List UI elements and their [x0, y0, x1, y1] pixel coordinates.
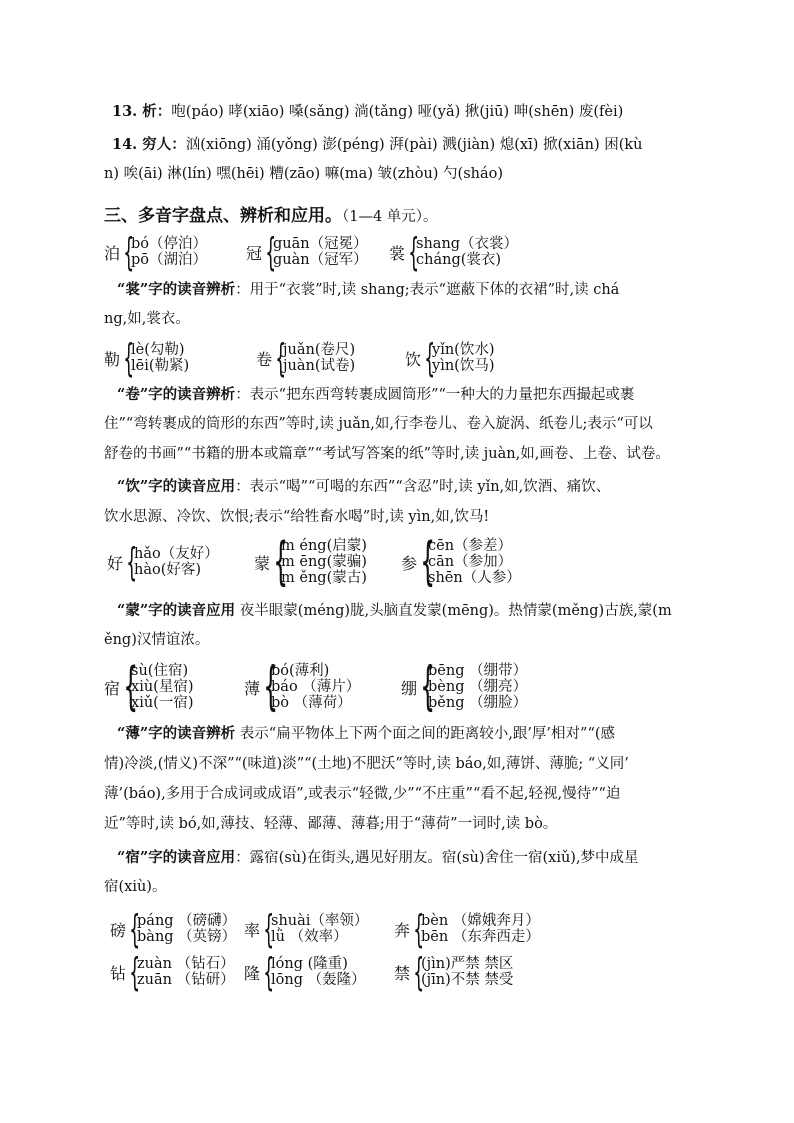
brace-icon: {: [123, 230, 135, 274]
poly-group-pang: [110, 907, 237, 951]
para-shang-cont: [104, 309, 190, 329]
reading: juàn(试卷): [283, 358, 356, 374]
poly-group-long: [244, 950, 366, 994]
item-14-cont: [104, 164, 503, 184]
para-shang-label: “裳”字的读音辨析: [117, 281, 236, 298]
brace-icon: {: [263, 950, 275, 994]
poly-group-beng: [401, 657, 528, 717]
reading: bó(薄利): [271, 663, 330, 679]
brace-icon: {: [129, 907, 141, 951]
reading: hào(好客): [134, 562, 202, 578]
reading: bèn （嫦娥奔月）: [421, 913, 540, 929]
poly-char: 饮: [405, 349, 422, 369]
poly-char: 磅: [110, 920, 127, 940]
brace-icon: {: [413, 907, 425, 951]
para-juan-line3: 舒卷的书画”“书籍的册本或篇章”“考试写答案的纸”等时,读 juàn,如,画卷、上卷、试卷。: [104, 446, 670, 462]
reading: běng （绷脸）: [428, 695, 528, 711]
brace-icon: {: [420, 657, 436, 717]
poly-char: 裳: [389, 243, 406, 263]
poly-char: 冠: [246, 243, 263, 263]
reading: bàng （英镑）: [137, 929, 237, 945]
para-bao-cont1: [104, 754, 629, 774]
poly-char: 隆: [244, 963, 261, 983]
section-heading-sub: （1—4 单元）。: [342, 209, 438, 225]
para-yin: [117, 477, 610, 497]
brace-icon: {: [420, 532, 436, 592]
reading: xiǔ(一宿): [131, 695, 194, 711]
item-14-line2: n) 唉(āi) 淋(lín) 嘿(hēi) 糟(zāo) 嘛(ma) 皱(zhòu) 勺(sháo): [104, 166, 504, 182]
para-bao-line1: 表示“扁平物体上下两个面之间的距离较小,跟’厚’相对”“(感: [235, 726, 616, 742]
reading: lè(勾勒): [131, 342, 185, 358]
para-shang-line2: ng,如,裳衣。: [104, 311, 190, 327]
poly-char: 薄: [244, 678, 261, 698]
poly-group-guan: [246, 230, 368, 274]
para-meng: [117, 601, 672, 621]
item-14-line1: 汹(xiōng) 涌(yǒng) 澎(péng) 湃(pài) 溅(jiàn) 熄(xī) 掀(xiān) 困(kù: [185, 137, 643, 153]
poly-group-su: [104, 657, 194, 717]
brace-icon: {: [275, 336, 287, 380]
reading: báo （薄片）: [271, 679, 361, 695]
reading: zuān （钻研）: [137, 972, 235, 988]
brace-icon: {: [265, 230, 277, 274]
section-heading-main: 三、多音字盘点、辨析和应用。: [104, 206, 342, 226]
para-bao-line4: 近”等时,读 bó,如,薄技、轻薄、鄙薄、薄暮;用于“薄荷”一词时,读 bò。: [104, 816, 558, 832]
poly-group-can: [401, 532, 521, 592]
poly-char: 好: [107, 553, 124, 573]
poly-char: 宿: [104, 678, 121, 698]
reading: bèng （绷亮）: [428, 679, 528, 695]
poly-group-yin: [405, 336, 495, 380]
para-meng-label: “蒙”字的读音应用: [117, 602, 236, 619]
reading: m ěng(蒙古): [281, 570, 367, 586]
item-13-label: 13. 析：: [112, 103, 172, 120]
brace-icon: {: [126, 540, 138, 584]
reading: lǜ （效率）: [271, 929, 348, 945]
para-juan: [117, 385, 634, 405]
reading: m ēng(蒙骗): [281, 554, 367, 570]
reading: bēn （东奔西走）: [421, 929, 540, 945]
poly-group-juan: [256, 336, 356, 380]
para-meng-cont: [104, 630, 209, 650]
para-bao-line3: 薄’(báo),多用于合成词或成语”,或表示“轻微,少”“不庄重”“看不起,轻视,慢待”“迫: [104, 786, 621, 802]
para-su-line2: 宿(xiù)。: [104, 879, 167, 895]
reading: yǐn(饮水): [432, 342, 495, 358]
para-yin-line2: 饮水思源、冷饮、饮恨;表示“给牲畜水喝”时,读 yìn,如,饮马!: [104, 509, 490, 525]
para-yin-line1: ：表示“喝”“可喝的东西”“含忍”时,读 yǐn,如,饮酒、痛饮、: [235, 479, 611, 495]
para-meng-line2: ěng)汉情谊浓。: [104, 632, 210, 648]
para-shang: [117, 280, 619, 300]
brace-icon: {: [123, 657, 139, 717]
reading: cān（参加）: [428, 554, 513, 570]
brace-icon: {: [408, 230, 420, 274]
para-su: [117, 848, 639, 868]
poly-char: 参: [401, 553, 418, 573]
brace-icon: {: [424, 336, 436, 380]
reading: bò （薄荷）: [271, 695, 352, 711]
brace-icon: {: [273, 532, 289, 592]
item-13: [112, 102, 623, 122]
para-juan-label: “卷”字的读音辨析: [117, 386, 236, 403]
item-13-text: 咆(páo) 哮(xiāo) 嗓(sǎng) 淌(tǎng) 哑(yǎ) 揪(jiū) 呻(shēn) 废(fèi): [171, 104, 624, 120]
item-14-label: 14. 穷人：: [112, 136, 186, 153]
poly-group-meng: [254, 532, 367, 592]
poly-char: 卷: [256, 349, 273, 369]
poly-group-hao: [107, 540, 219, 584]
reading: lóng (隆重): [271, 956, 348, 972]
reading: lēi(勒紧): [131, 358, 190, 374]
para-su-cont: [104, 877, 166, 897]
para-meng-line1: 夜半眼蒙(méng)胧,头脑直发蒙(mēng)。热情蒙(měng)古族,蒙(m: [235, 603, 672, 619]
poly-group-le: [104, 336, 190, 380]
para-juan-cont2: [104, 444, 670, 464]
para-yin-label: “饮”字的读音应用: [117, 478, 236, 495]
reading: yìn(饮马): [432, 358, 495, 374]
para-juan-cont1: [104, 414, 653, 434]
poly-group-shuai: [244, 907, 369, 951]
para-juan-line1: ：表示“把东西弯转裹成圆筒形”“一种大的力量把东西撮起或裹: [235, 387, 635, 403]
para-bao-line2: 情)冷淡,(情义)不深”“(味道)淡”“(土地)不肥沃”等时,读 báo,如,薄饼、薄脆; “义同’: [104, 756, 629, 772]
para-shang-line1: ：用于“衣裳”时,读 shang;表示“遮蔽下体的衣裙”时,读 chá: [235, 282, 620, 298]
poly-group-jin: [394, 950, 514, 994]
para-bao: [117, 724, 615, 744]
para-yin-cont: [104, 507, 489, 527]
reading: lōng （轰隆）: [271, 972, 366, 988]
brace-icon: {: [263, 657, 279, 717]
para-bao-label: “薄”字的读音辨析: [117, 725, 236, 742]
para-su-line1: ：露宿(sù)在街头,遇见好朋友。宿(sù)舍住一宿(xiǔ),梦中成星: [235, 850, 639, 866]
reading: shēn（人参）: [428, 570, 521, 586]
poly-char: 禁: [394, 963, 411, 983]
brace-icon: {: [129, 950, 141, 994]
poly-char: 钻: [110, 963, 127, 983]
reading: bó（停泊）: [131, 236, 208, 252]
reading: sù(住宿): [131, 663, 189, 679]
poly-char: 绷: [401, 678, 418, 698]
reading: xiù(星宿): [131, 679, 194, 695]
brace-icon: {: [413, 950, 425, 994]
poly-group-shang: [389, 230, 519, 274]
reading: páng （磅礴）: [137, 913, 237, 929]
poly-group-zuan: [110, 950, 235, 994]
para-bao-cont3: [104, 814, 557, 834]
brace-icon: {: [263, 907, 275, 951]
reading: shuài（率领）: [271, 913, 369, 929]
reading: guàn（冠军）: [273, 252, 368, 268]
poly-char: 率: [244, 920, 261, 940]
reading: juǎn(卷尺): [283, 342, 356, 358]
item-14: [112, 135, 643, 155]
reading: pō（湖泊）: [131, 252, 208, 268]
poly-group-bo: [104, 230, 208, 274]
reading: cháng(裳衣): [416, 252, 502, 268]
brace-icon: {: [123, 336, 135, 380]
section-heading: [104, 201, 438, 226]
para-bao-cont2: [104, 784, 620, 804]
para-su-label: “宿”字的读音应用: [117, 849, 236, 866]
reading: cēn（参差）: [428, 538, 513, 554]
reading: zuàn （钻石）: [137, 956, 235, 972]
reading: bēng （绷带）: [428, 663, 528, 679]
para-juan-line2: 住”“弯转裹成的筒形的东西”等时,读 juǎn,如,行李卷儿、卷入旋涡、纸卷儿;表示“可以: [104, 416, 653, 432]
reading: shang（衣裳）: [416, 236, 519, 252]
poly-group-ben: [394, 907, 540, 951]
poly-char: 勒: [104, 349, 121, 369]
reading: m éng(启蒙): [281, 538, 367, 554]
poly-group-bao: [244, 657, 361, 717]
reading: hǎo（友好）: [134, 546, 219, 562]
reading: (jìn)严禁 禁区: [421, 956, 514, 972]
poly-char: 蒙: [254, 553, 271, 573]
poly-char: 奔: [394, 920, 411, 940]
reading: guān（冠冕）: [273, 236, 368, 252]
reading: (jīn)不禁 禁受: [421, 972, 514, 988]
poly-char: 泊: [104, 243, 121, 263]
